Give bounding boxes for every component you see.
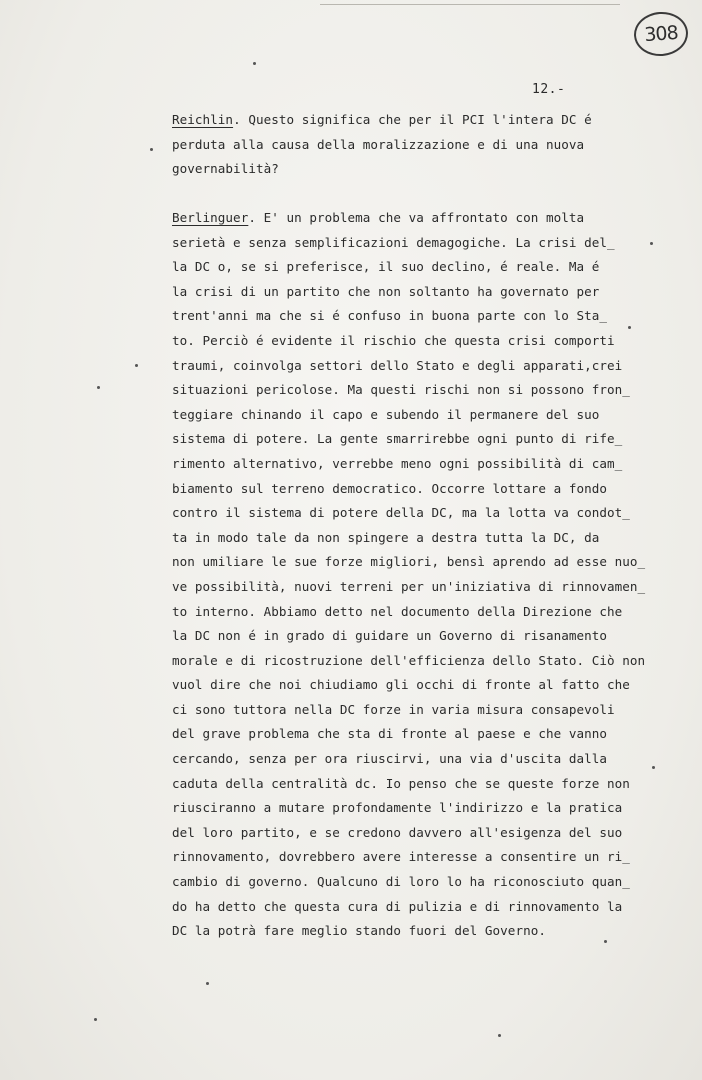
text-line: biamento sul terreno democratico. Occorre lottare a fondo (172, 480, 608, 496)
text-line: cambio di governo. Qualcuno di loro lo ha riconosciuto quan_ (172, 874, 630, 890)
text-line: to interno. Abbiamo detto nel documento della Direzione che (172, 603, 623, 619)
text-line (172, 944, 612, 969)
text-line: non umiliare le sue forze migliori, bensì aprendo ad esse nuo_ (172, 554, 646, 570)
archive-stamp-number: 308 (643, 21, 679, 47)
speck (652, 766, 655, 769)
text-line: ci sono tuttora nella DC forze in varia misura consapevoli (172, 701, 615, 717)
answer-paragraph (172, 206, 646, 993)
text-line (172, 968, 612, 993)
text-line: vuol dire che noi chiudiamo gli occhi di fronte al fatto che (172, 677, 630, 693)
text-line: sistema di potere. La gente smarrirebbe ogni punto di rife_ (172, 431, 623, 447)
text-line: perduta alla causa della moralizzazione e di una nuova (172, 136, 585, 152)
text-line: del loro partito, e se credono davvero all'esigenza del suo (172, 824, 623, 840)
speck (150, 148, 153, 151)
text-line: DC la potrà fare meglio stando fuori del Governo. (172, 923, 546, 939)
top-edge-rule (320, 4, 620, 5)
text-line: governabilità? (172, 161, 279, 177)
text-line: contro il sistema di potere della DC, ma la lotta va condot_ (172, 505, 630, 521)
text-line: serietà e senza semplificazioni demagogiche. La crisi del_ (172, 234, 615, 250)
line-text: . E' un problema che va affrontato con molta (248, 210, 585, 225)
archive-stamp (633, 10, 690, 58)
text-line: cercando, senza per ora riuscirvi, una via d'uscita dalla (172, 751, 608, 767)
speck (604, 940, 607, 943)
text-line: la DC non é in grado di guidare un Governo di risanamento (172, 628, 608, 644)
text-line: ve possibilità, nuovi terreni per un'iniziativa di rinnovamen_ (172, 578, 646, 594)
text-line: caduta della centralità dc. Io penso che se queste forze non (172, 775, 630, 791)
line-text: . Questo significa che per il PCI l'intera DC é (233, 112, 592, 127)
text-line: la DC o, se si preferisce, il suo declino, é reale. Ma é (172, 259, 600, 275)
text-line: la crisi di un partito che non soltanto ha governato per (172, 283, 600, 299)
text-line: del grave problema che sta di fronte al paese e che vanno (172, 726, 608, 742)
speck (206, 982, 209, 985)
text-line: do ha detto che questa cura di pulizia e di rinnovamento la (172, 898, 623, 914)
text-line: riusciranno a mutare profondamente l'indirizzo e la pratica (172, 800, 623, 816)
page-number: 12.- (532, 82, 566, 97)
speck (135, 364, 138, 367)
text-line: ta in modo tale da non spingere a destra tutta la DC, da (172, 529, 600, 545)
text-line: rinnovamento, dovrebbero avere interesse a consentire un ri_ (172, 849, 630, 865)
speck (628, 326, 631, 329)
speaker-name: Reichlin (172, 112, 234, 127)
text-line (172, 206, 612, 231)
speck (97, 386, 100, 389)
speck (498, 1034, 501, 1037)
text-line: situazioni pericolose. Ma questi rischi non si possono fron_ (172, 382, 630, 398)
speck (94, 1018, 97, 1021)
text-line: to. Perciò é evidente il rischio che questa crisi comporti (172, 332, 615, 348)
text-line: morale e di ricostruzione dell'efficienza dello Stato. Ciò non (172, 652, 646, 668)
text-line: traumi, coinvolga settori dello Stato e degli apparati,crei (172, 357, 623, 373)
text-line: teggiare chinando il capo e subendo il permanere del suo (172, 406, 600, 422)
speck (253, 62, 256, 65)
speaker-name: Berlinguer (172, 210, 249, 225)
text-line: rimento alternativo, verrebbe meno ogni possibilità di cam_ (172, 455, 623, 471)
text-line: trent'anni ma che si é confuso in buona parte con lo Sta_ (172, 308, 608, 324)
speck (650, 242, 653, 245)
question-paragraph (172, 108, 612, 182)
text-line (172, 108, 612, 133)
